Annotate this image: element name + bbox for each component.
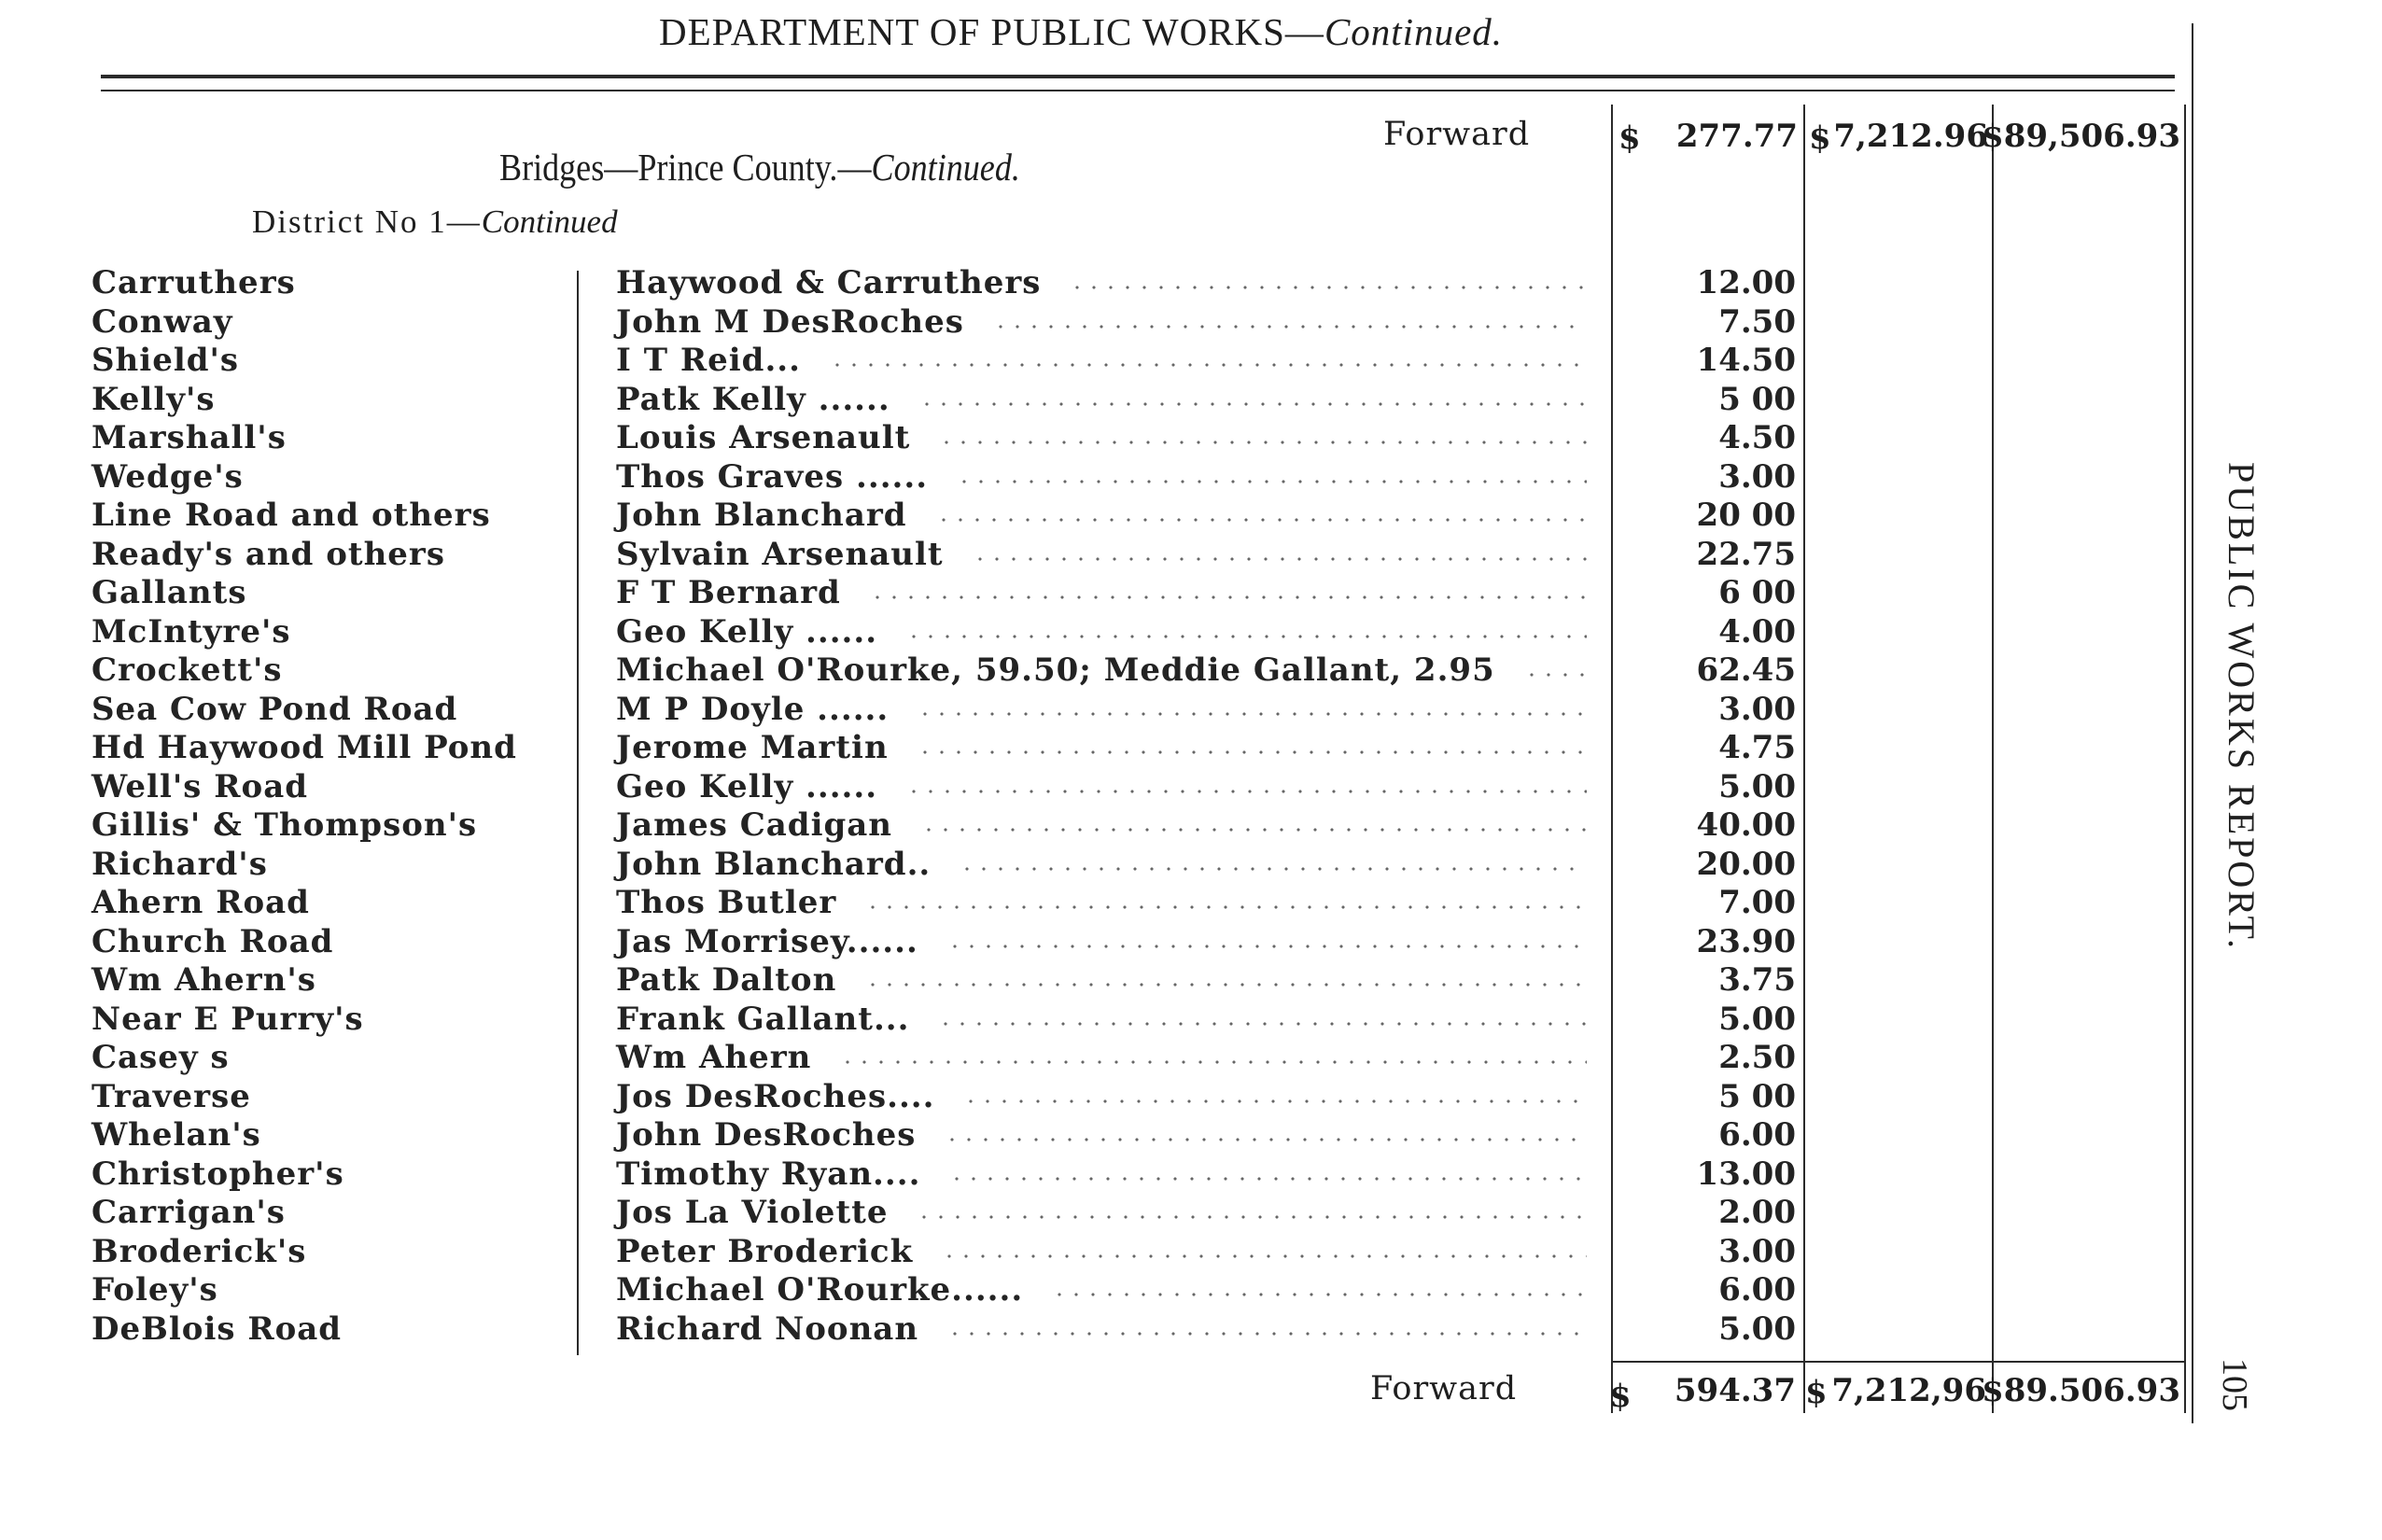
forward-bottom-label: Forward	[1370, 1370, 1518, 1407]
district-heading-text: District No 1—	[252, 203, 482, 240]
location-cell: Crockett's	[91, 651, 283, 689]
dot-leader	[1523, 672, 1587, 678]
table-row	[0, 846, 1867, 885]
amount-cell: 5 00	[1718, 380, 1796, 418]
contractor-cell: Peter Broderick	[616, 1232, 914, 1270]
contractor-cell: Patk Dalton	[616, 961, 837, 999]
dot-leader	[972, 556, 1587, 562]
table-row	[0, 961, 1867, 1001]
location-cell: Ready's and others	[91, 535, 445, 573]
amount-cell: 22.75	[1696, 535, 1796, 573]
table-row	[0, 536, 1867, 575]
location-cell: Gallants	[91, 574, 247, 611]
amount-cell: 3.00	[1718, 690, 1796, 728]
column-rule-4	[2184, 105, 2186, 1413]
amount-cell: 6.00	[1718, 1271, 1796, 1309]
location-cell: Richard's	[91, 845, 268, 883]
contractor-cell: Jerome Martin	[616, 729, 889, 766]
page-header-continued: Continued.	[1324, 10, 1504, 53]
dot-leader	[917, 711, 1587, 717]
contractor-cell: Wm Ahern	[616, 1039, 812, 1076]
amount-cell: 20.00	[1696, 845, 1796, 883]
contractor-cell: Louis Arsenault	[616, 419, 911, 456]
dot-leader	[920, 827, 1587, 833]
contractor-cell: Sylvain Arsenault	[616, 535, 944, 573]
dot-leader	[864, 982, 1587, 987]
forward-top-label: Forward	[1383, 116, 1531, 153]
contractor-cell: Richard Noonan	[616, 1309, 919, 1348]
contractor-cell: Michael O'Rourke......	[616, 1271, 1024, 1309]
location-cell: Line Road and others	[91, 497, 491, 534]
section-heading-text: Bridges—Prince County.—	[499, 146, 872, 189]
amount-cell: 3.00	[1718, 1232, 1796, 1270]
dot-leader	[992, 324, 1587, 329]
section-heading-continued: Continued.	[871, 146, 1020, 189]
location-cell: Carruthers	[91, 264, 296, 301]
amount-cell: 40.00	[1696, 806, 1796, 844]
location-cell: Foley's	[91, 1271, 218, 1309]
district-heading-continued: Continued	[481, 203, 618, 240]
amount-cell: 12.00	[1696, 264, 1796, 301]
contractor-cell: Frank Gallant...	[616, 1000, 910, 1038]
table-row	[0, 497, 1867, 536]
table-row	[0, 1155, 1867, 1195]
contractor-cell: James Cadigan	[616, 806, 893, 844]
forward-bottom-col1: 594.37	[1674, 1372, 1796, 1409]
dot-leader	[944, 1137, 1587, 1142]
amount-cell: 62.45	[1696, 651, 1796, 689]
amount-cell: 4.00	[1718, 612, 1796, 651]
dot-leader	[917, 749, 1587, 755]
forward-bottom-col2: 7,212,96	[1831, 1372, 1986, 1409]
table-row	[0, 1271, 1867, 1310]
table-row	[0, 923, 1867, 962]
contractor-cell: Thos Butler	[616, 884, 837, 921]
dot-leader	[962, 1099, 1587, 1104]
location-cell: Marshall's	[91, 419, 287, 456]
dot-leader	[956, 479, 1587, 484]
amount-cell: 5.00	[1718, 1309, 1796, 1348]
header-rule-thick	[101, 75, 2175, 78]
dot-leader	[1069, 285, 1587, 290]
contractor-cell: Patk Kelly ......	[616, 380, 890, 418]
dot-leader	[905, 789, 1587, 794]
amount-cell: 6 00	[1718, 574, 1796, 611]
contractor-cell: M P Doyle ......	[616, 690, 890, 728]
contractor-cell: Haywood & Carruthers	[616, 264, 1042, 301]
table-row	[0, 381, 1867, 420]
location-cell: Broderick's	[91, 1232, 307, 1270]
location-cell: Church Road	[91, 922, 334, 960]
contractor-cell: John Blanchard..	[616, 845, 932, 883]
table-row	[0, 1039, 1867, 1078]
dot-leader	[1051, 1292, 1587, 1297]
contractor-cell: John DesRoches	[616, 1116, 917, 1154]
table-row	[0, 768, 1867, 807]
amount-cell: 5.00	[1718, 1000, 1796, 1038]
contractor-cell: Timothy Ryan....	[616, 1155, 921, 1193]
dot-leader	[829, 362, 1587, 368]
forward-bottom-currency: $	[1609, 1378, 1632, 1415]
location-cell: Hd Haywood Mill Pond	[91, 729, 517, 766]
amount-cell: 13.00	[1696, 1155, 1796, 1193]
dot-leader	[869, 595, 1587, 600]
contractor-cell: Michael O'Rourke, 59.50; Meddie Gallant, 2.95	[616, 651, 1495, 689]
header-rule-thin	[101, 90, 2175, 91]
location-cell: Wm Ahern's	[91, 961, 316, 999]
table-row	[0, 651, 1867, 691]
amount-cell: 7.50	[1718, 302, 1796, 341]
forward-top-col2: 7,212.96	[1833, 118, 1988, 155]
table-row	[0, 1310, 1867, 1350]
page-number: 105	[2215, 1358, 2254, 1411]
contractor-cell: John Blanchard	[616, 497, 907, 534]
location-cell: Traverse	[91, 1077, 251, 1115]
table-row	[0, 574, 1867, 613]
dot-leader	[864, 904, 1587, 910]
location-cell: Christopher's	[91, 1155, 344, 1193]
location-cell: Near E Purry's	[91, 1000, 364, 1038]
section-heading	[499, 145, 1020, 189]
table-row	[0, 1194, 1867, 1233]
table-row	[0, 342, 1867, 381]
location-cell: Carrigan's	[91, 1194, 286, 1231]
district-heading	[252, 203, 618, 241]
table-row	[0, 458, 1867, 497]
amount-cell: 2.50	[1718, 1039, 1796, 1076]
amount-cell: 6.00	[1718, 1116, 1796, 1154]
contractor-cell: Thos Graves ......	[616, 457, 929, 496]
location-cell: Ahern Road	[91, 884, 310, 921]
dot-leader	[916, 1214, 1587, 1220]
dot-leader	[839, 1059, 1587, 1065]
table-row	[0, 264, 1867, 303]
amount-cell: 20 00	[1696, 497, 1796, 534]
forward-top-col1: 277.77	[1675, 118, 1798, 155]
dot-leader	[941, 1253, 1587, 1259]
contractor-cell: John M DesRoches	[616, 302, 964, 341]
table-row	[0, 1116, 1867, 1155]
table-row	[0, 613, 1867, 652]
running-title: PUBLIC WORKS REPORT.	[2221, 462, 2263, 951]
dot-leader	[937, 1021, 1587, 1027]
table-row	[0, 1001, 1867, 1040]
forward-bottom-top-rule	[1611, 1361, 2184, 1363]
amount-cell: 3.00	[1718, 457, 1796, 496]
location-cell: Well's Road	[91, 767, 308, 805]
amount-cell: 7.00	[1718, 884, 1796, 921]
forward-top-col3: $89,506.93	[1982, 118, 2180, 155]
location-cell: McIntyre's	[91, 612, 291, 651]
location-cell: DeBlois Road	[91, 1309, 343, 1348]
amount-cell: 2.00	[1718, 1194, 1796, 1231]
dot-leader	[946, 1331, 1587, 1337]
contractor-cell: I T Reid...	[616, 342, 801, 379]
forward-top-col2-currency: $	[1809, 119, 1831, 157]
dot-leader	[959, 866, 1587, 872]
amount-cell: 4.75	[1718, 729, 1796, 766]
amount-cell: 4.50	[1718, 419, 1796, 456]
page-right-rule	[2192, 23, 2193, 1423]
contractor-cell: Jas Morrisey......	[616, 922, 918, 960]
contractor-cell: F T Bernard	[616, 574, 841, 611]
location-cell: Wedge's	[91, 457, 244, 496]
table-row	[0, 884, 1867, 923]
contractor-cell: Jos La Violette	[616, 1194, 889, 1231]
location-cell: Gillis' & Thompson's	[91, 806, 478, 844]
amount-cell: 3.75	[1718, 961, 1796, 999]
table-row	[0, 691, 1867, 730]
location-cell: Shield's	[91, 342, 240, 379]
table-row	[0, 303, 1867, 343]
location-cell: Kelly's	[91, 380, 216, 418]
page-header	[659, 9, 1503, 54]
contractor-cell: Geo Kelly ......	[616, 612, 878, 651]
forward-bottom-col3: $89.506.93	[1982, 1372, 2180, 1409]
forward-bottom-col2-currency: $	[1805, 1374, 1828, 1411]
dot-leader	[938, 440, 1587, 445]
table-row	[0, 1078, 1867, 1117]
table-row	[0, 806, 1867, 846]
dot-leader	[918, 401, 1587, 407]
amount-cell: 5 00	[1718, 1077, 1796, 1115]
dot-leader	[905, 634, 1587, 639]
location-cell: Conway	[91, 302, 233, 341]
column-rule-3	[1992, 105, 1994, 1413]
dot-leader	[935, 517, 1587, 523]
amount-cell: 14.50	[1696, 342, 1796, 379]
table-row	[0, 729, 1867, 768]
table-row	[0, 1233, 1867, 1272]
amount-cell: 23.90	[1696, 922, 1796, 960]
location-cell: Casey s	[91, 1039, 230, 1076]
page-header-title: DEPARTMENT OF PUBLIC WORKS—	[659, 10, 1324, 53]
contractor-cell: Geo Kelly ......	[616, 767, 878, 805]
dot-leader	[948, 1176, 1587, 1182]
table-row	[0, 419, 1867, 458]
contractor-cell: Jos DesRoches....	[616, 1077, 935, 1115]
forward-top-currency: $	[1618, 119, 1641, 157]
location-cell: Sea Cow Pond Road	[91, 690, 458, 728]
amount-cell: 5.00	[1718, 767, 1796, 805]
location-cell: Whelan's	[91, 1116, 261, 1154]
dot-leader	[946, 944, 1587, 949]
